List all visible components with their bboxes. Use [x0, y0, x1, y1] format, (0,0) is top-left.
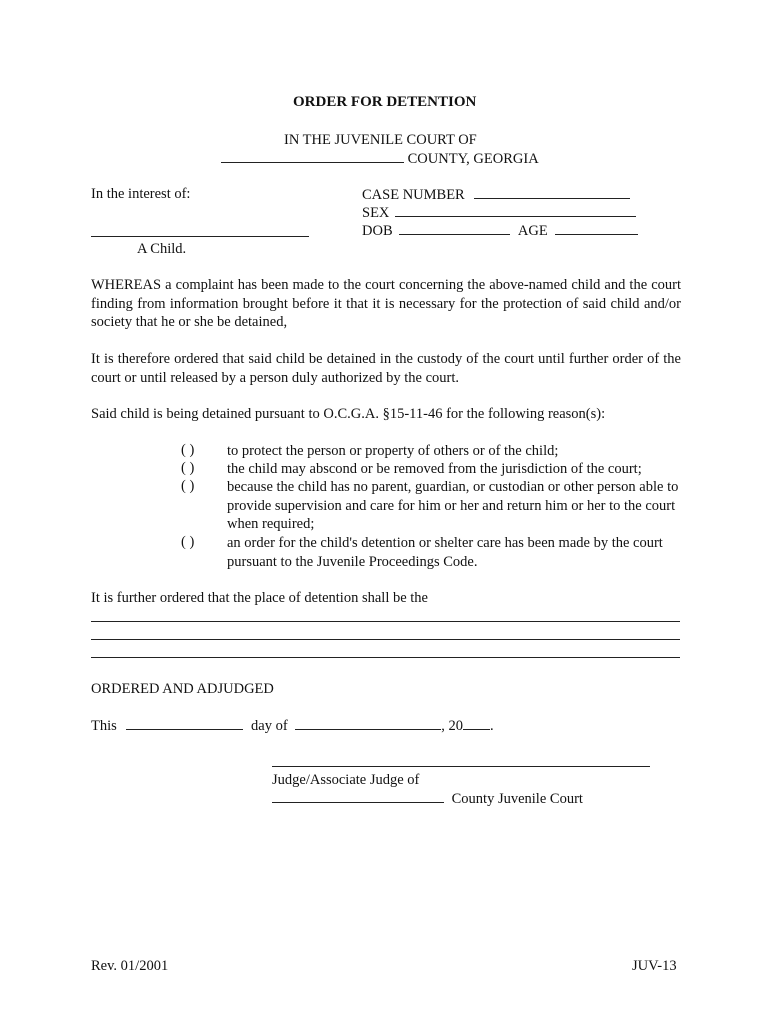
- adjudged-heading: ORDERED AND ADJUDGED: [91, 681, 274, 697]
- county-line: [221, 150, 539, 168]
- case-number-label: CASE NUMBER: [362, 187, 465, 203]
- case-number-row: [362, 186, 630, 204]
- reason-checkbox-3[interactable]: ( ): [181, 478, 195, 494]
- dob-field[interactable]: [399, 222, 510, 235]
- county-suffix: COUNTY, GEORGIA: [407, 151, 539, 167]
- day-of-label: day of: [251, 718, 288, 734]
- this-label: This: [91, 718, 117, 734]
- case-number-field[interactable]: [474, 186, 630, 199]
- reason-text-1: to protect the person or property of others or of the child;: [227, 443, 559, 459]
- place-line-1[interactable]: [91, 621, 680, 622]
- place-line-3[interactable]: [91, 657, 680, 658]
- year-field[interactable]: [463, 717, 490, 730]
- reason-checkbox-2[interactable]: ( ): [181, 460, 195, 476]
- year-prefix: , 20: [441, 718, 464, 734]
- sex-row: [362, 204, 636, 222]
- month-field[interactable]: [295, 717, 441, 730]
- court-county-field[interactable]: [272, 790, 444, 803]
- child-name-field[interactable]: [91, 236, 309, 237]
- form-id: JUV-13: [632, 958, 677, 974]
- court-name-row: [272, 790, 583, 808]
- revision-label: Rev. 01/2001: [91, 958, 169, 974]
- reasons-intro: Said child is being detained pursuant to O.C.G.A. §15-11-46 for the following reason(s):: [91, 406, 606, 422]
- year-suffix: .: [490, 718, 494, 734]
- court-suffix: County Juvenile Court: [451, 791, 583, 807]
- age-label: AGE: [517, 223, 548, 239]
- reason-text-3: because the child has no parent, guardian, or custodian or other person able to provide supervision and care for him or her and return him or her to the court when required;: [227, 479, 679, 532]
- dob-label: DOB: [362, 223, 393, 239]
- interest-label: In the interest of:: [91, 186, 191, 202]
- court-line: IN THE JUVENILE COURT OF: [284, 132, 477, 148]
- county-name-field[interactable]: [221, 150, 404, 163]
- sex-label: SEX: [362, 205, 390, 221]
- date-row: [91, 717, 494, 735]
- dob-row: [362, 222, 638, 240]
- ordered-paragraph: It is therefore ordered that said child be detained in the custody of the court until further order of the court or until released by a person duly authorized by the court.: [91, 351, 681, 386]
- reason-text-2: the child may abscond or be removed from the jurisdiction of the court;: [227, 461, 642, 477]
- place-intro: It is further ordered that the place of detention shall be the: [91, 590, 428, 606]
- whereas-paragraph: WHEREAS a complaint has been made to the court concerning the above-named child and the court finding from information brought before it that it is necessary for the protection of said child and/or society that he or she be detained,: [91, 277, 681, 330]
- reason-text-4: an order for the child's detention or shelter care has been made by the court pursuant to the Juvenile Proceedings Code.: [227, 535, 663, 570]
- form-title: ORDER FOR DETENTION: [293, 94, 477, 110]
- reason-checkbox-1[interactable]: ( ): [181, 442, 195, 458]
- age-field[interactable]: [555, 222, 638, 235]
- judge-label: Judge/Associate Judge of: [272, 772, 420, 788]
- reason-checkbox-4[interactable]: ( ): [181, 534, 195, 550]
- day-field[interactable]: [126, 717, 243, 730]
- sex-field[interactable]: [395, 204, 636, 217]
- place-line-2[interactable]: [91, 639, 680, 640]
- child-label: A Child.: [137, 241, 187, 257]
- judge-signature-line[interactable]: [272, 766, 650, 767]
